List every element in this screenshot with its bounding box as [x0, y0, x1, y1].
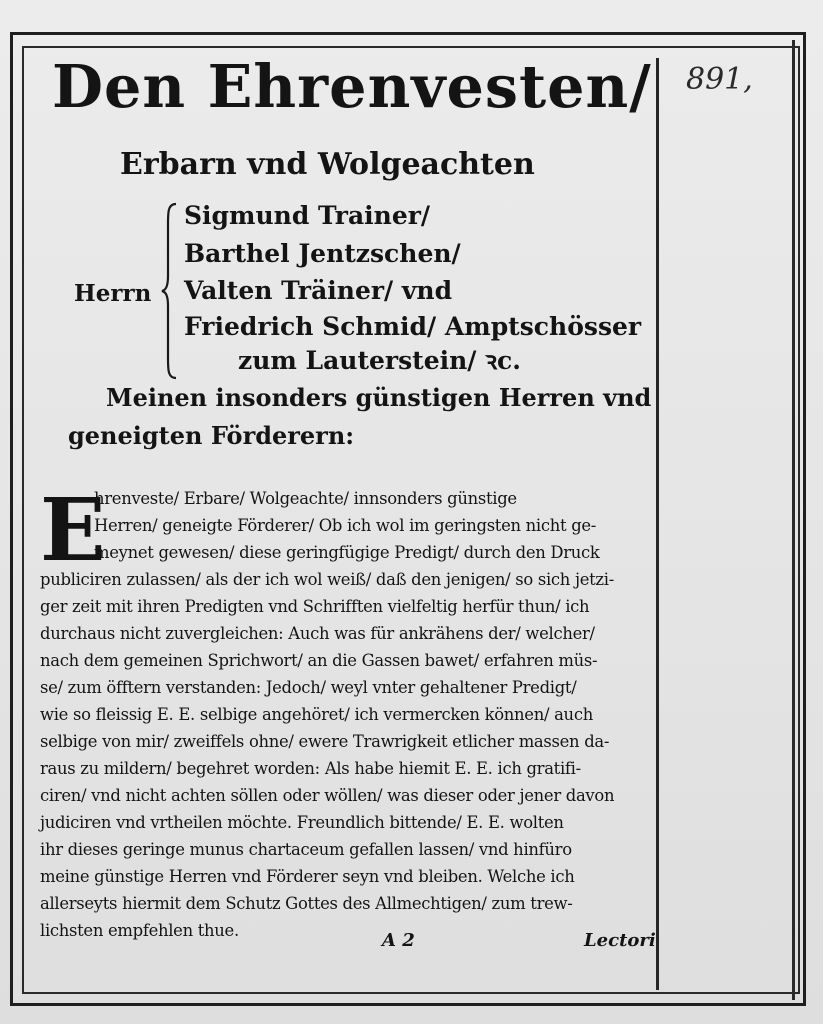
body-line: meynet gewesen/ diese geringfügige Predigt/ durch den Druck — [94, 543, 600, 562]
body-line: raus zu mildern/ begehret worden: Als habe hiemit E. E. ich gratifi- — [40, 759, 581, 778]
body-line: Herren/ geneigte Förderer/ Ob ich wol im geringsten nicht ge- — [94, 516, 597, 535]
body-line: hrenveste/ Erbare/ Wolgeachte/ innsonders günstige — [94, 489, 517, 508]
body-line: meine günstige Herren vnd Förderer seyn vnd bleiben. Welche ich — [40, 867, 575, 886]
herrn-label: Herrn — [74, 280, 152, 307]
name-line: Sigmund Trainer/ — [184, 201, 431, 230]
body-line: publiciren zulassen/ als der ich wol weiß/ daß den jenigen/ so sich jetzi- — [40, 570, 614, 589]
dedication-line: Meinen insonders günstigen Herren vnd — [106, 383, 652, 412]
body-line: ciren/ vnd nicht achten söllen oder wöllen/ was dieser oder jener davon — [40, 786, 615, 805]
body-line: durchaus nicht zuvergleichen: Auch was für ankrähens der/ welcher/ — [40, 624, 595, 643]
folio-number: 891, — [686, 62, 753, 97]
name-line: Barthel Jentzschen/ — [184, 239, 461, 268]
page-subtitle: Erbarn vnd Wolgeachten — [120, 147, 535, 182]
dedication-line: geneigten Förderern: — [68, 421, 355, 450]
initial-letter: E — [40, 480, 106, 581]
body-line: wie so fleissig E. E. selbige angehöret/ ich vermercken können/ auch — [40, 705, 593, 724]
name-line: Friedrich Schmid/ Amptschösser — [184, 312, 642, 341]
body-line: se/ zum öfftern verstanden: Jedoch/ weyl vnter gehaltener Predigt/ — [40, 678, 577, 697]
page-title: Den Ehrenvesten/ — [52, 52, 652, 121]
signature-mark: A 2 — [382, 930, 415, 951]
body-line: selbige von mir/ zweiffels ohne/ ewere Trawrigkeit etlicher massen da- — [40, 732, 610, 751]
body-line: judiciren vnd vrtheilen möchte. Freundlich bittende/ E. E. wolten — [40, 813, 564, 832]
right-rule — [792, 40, 795, 1000]
body-line: nach dem gemeinen Sprichwort/ an die Gassen bawet/ erfahren müs- — [40, 651, 598, 670]
name-line: Valten Träiner/ vnd — [184, 276, 453, 305]
name-line: zum Lauterstein/ ꝛc. — [238, 346, 521, 375]
body-line: lichsten empfehlen thue. — [40, 921, 239, 940]
body-line: ger zeit mit ihren Predigten vnd Schrifften vielfeltig herfür thun/ ich — [40, 597, 590, 616]
catchword: Lectori — [584, 930, 656, 951]
body-line: ihr dieses geringe munus chartaceum gefallen lassen/ vnd hinfüro — [40, 840, 572, 859]
brace-icon — [160, 202, 178, 380]
body-line: allerseyts hiermit dem Schutz Gottes des Allmechtigen/ zum trew- — [40, 894, 573, 913]
